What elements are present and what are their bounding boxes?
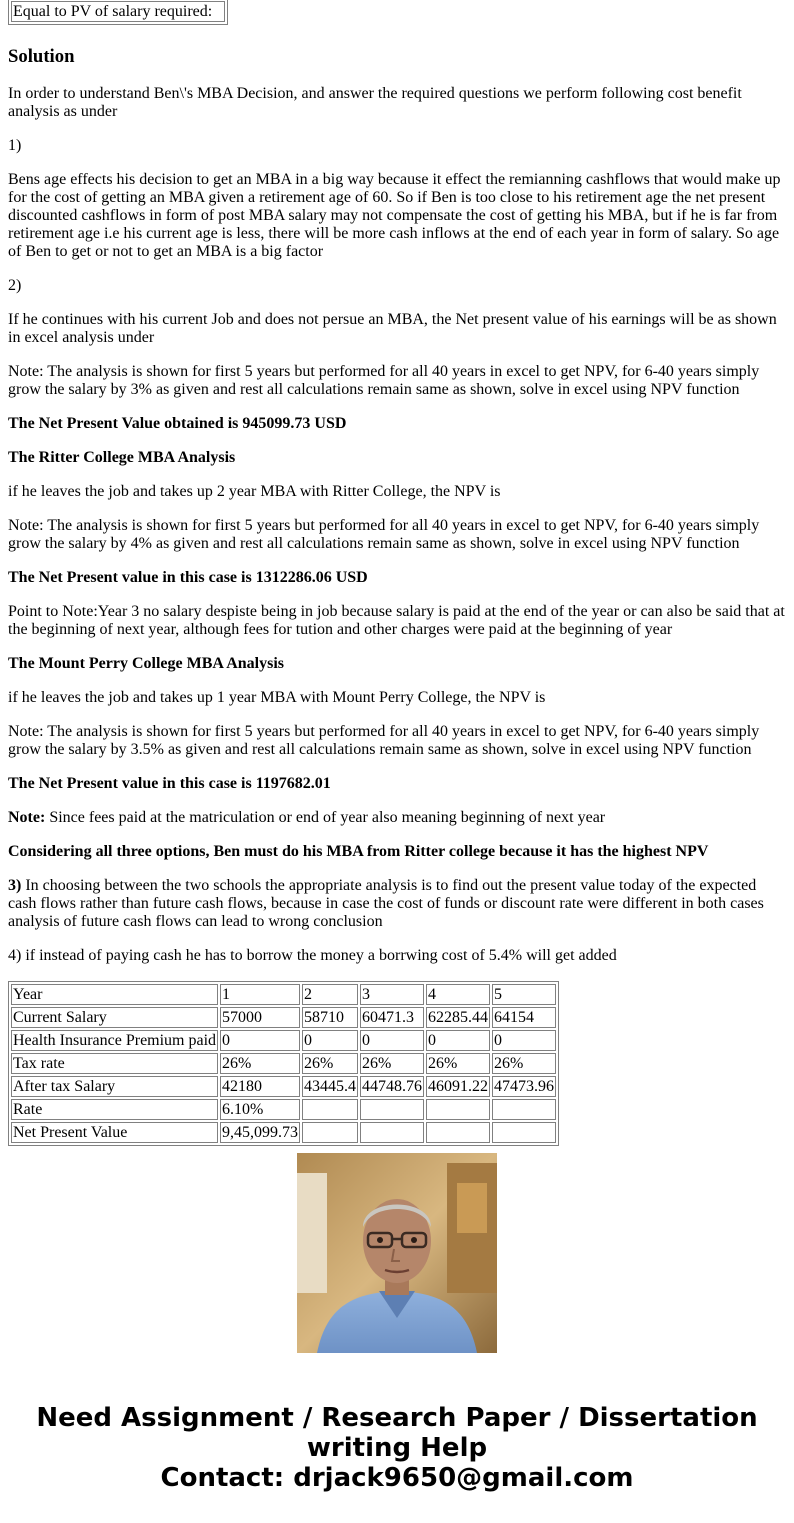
note-current-job: Note: The analysis is shown for first 5 years but performed for all 40 years in excel to get NPV, for 6-40 years simply grow the salary by 3% as given and rest all calculations remain same as shown, solve in excel using NPV function xyxy=(8,363,760,398)
npv-current-job: The Net Present Value obtained is 945099.73 USD xyxy=(8,415,347,432)
table-row xyxy=(11,1,225,22)
contact-footer xyxy=(0,1403,794,1493)
note-perry: Note: The analysis is shown for first 5 years but performed for all 40 years in excel to get NPV, for 6-40 years simply grow the salary by 3.5% as given and rest all calculations remain same as shown, solve in excel using NPV function xyxy=(8,723,760,758)
perry-intro: if he leaves the job and takes up 1 year MBA with Mount Perry College, the NPV is xyxy=(8,689,546,706)
row-label-cell: Net Present Value xyxy=(11,1122,218,1143)
table-cell: 0 xyxy=(302,1030,358,1051)
table-cell: 0 xyxy=(360,1030,424,1051)
table-cell: 26% xyxy=(220,1053,300,1074)
question-3 xyxy=(8,877,788,931)
author-photo xyxy=(297,1153,497,1353)
table-row xyxy=(11,1099,556,1120)
table-cell: 46091.22 xyxy=(428,1078,489,1095)
row-label-cell: Health Insurance Premium paid xyxy=(13,1032,217,1049)
table-cell: 57000 xyxy=(220,1007,300,1028)
row-label-cell: Year xyxy=(11,984,218,1005)
table-cell: 0 xyxy=(492,1030,556,1051)
table-cell: 42180 xyxy=(220,1076,300,1097)
table-cell: 47473.96 xyxy=(494,1078,555,1095)
table-row xyxy=(11,1076,556,1097)
table-cell xyxy=(302,1122,358,1143)
salary-table-body xyxy=(11,984,556,1143)
fees-note-label: Note: xyxy=(8,809,46,826)
note-ritter: Note: The analysis is shown for first 5 years but performed for all 40 years in excel to get NPV, for 6-40 years simply grow the salary by 4% as given and rest all calculations remain same as shown, solve in excel using NPV function xyxy=(8,517,760,552)
question-4: 4) if instead of paying cash he has to borrow the money a borrwing cost of 5.4% will get added xyxy=(8,947,617,964)
pv-salary-table xyxy=(8,0,228,25)
table-cell: 64154 xyxy=(492,1007,556,1028)
table-cell: 1 xyxy=(220,984,300,1005)
table-cell: 9,45,099.73 xyxy=(222,1124,299,1141)
footer-line-1: Need Assignment / Research Paper / Dissertation xyxy=(36,1403,758,1433)
table-cell: Equal to PV of salary required: xyxy=(11,1,225,22)
table-cell xyxy=(426,1122,490,1143)
table-row xyxy=(11,1053,556,1074)
table-cell xyxy=(302,1099,358,1120)
table-cell: 43445.4 xyxy=(304,1078,357,1095)
table-cell: 62285.44 xyxy=(428,1009,489,1026)
row-label-cell: Tax rate xyxy=(11,1053,218,1074)
table-cell: 0 xyxy=(220,1030,300,1051)
table-cell: 6.10% xyxy=(220,1099,300,1120)
question-2-answer: If he continues with his current Job and does not persue an MBA, the Net present value of his earnings will be as shown in excel analysis under xyxy=(8,311,777,346)
table-cell: 0 xyxy=(426,1030,490,1051)
table-cell: 3 xyxy=(360,984,424,1005)
row-label-cell: Rate xyxy=(11,1099,218,1120)
npv-perry: The Net Present value in this case is 1197682.01 xyxy=(8,775,331,792)
table-cell xyxy=(426,1099,490,1120)
table-row xyxy=(11,984,556,1005)
perry-heading: The Mount Perry College MBA Analysis xyxy=(8,655,284,672)
table-row xyxy=(11,1030,556,1051)
table-cell: 4 xyxy=(426,984,490,1005)
table-cell: 26% xyxy=(302,1053,358,1074)
solution-heading: Solution xyxy=(8,46,75,67)
question-1-answer: Bens age effects his decision to get an MBA in a big way because it effect the remianning cashflows that would make up for the cost of getting an MBA given a retirement age of 60. So if Ben is too close to his retirement age the net present discounted cashflows in form of post MBA salary may not compensate the cost of getting his MBA, but if he is far from retirement age i.e his current age is less, there will be more cash inflows at the end of each year in form of salary. So age of Ben to get or not to get an MBA is a big factor xyxy=(8,171,781,260)
table-cell: 26% xyxy=(426,1053,490,1074)
table-cell: 44748.76 xyxy=(362,1078,423,1095)
intro-paragraph: In order to understand Ben\'s MBA Decision, and answer the required questions we perform following cost benefit analysis as under xyxy=(8,85,742,120)
fees-note xyxy=(8,809,788,827)
ritter-heading: The Ritter College MBA Analysis xyxy=(8,449,236,466)
table-cell xyxy=(492,1122,556,1143)
table-cell xyxy=(360,1099,424,1120)
salary-table xyxy=(8,981,559,1146)
table-row xyxy=(11,1007,556,1028)
table-cell: 26% xyxy=(492,1053,556,1074)
ritter-point-to-note: Point to Note:Year 3 no salary despiste being in job because salary is paid at the end of the year or can also be said that at the beginning of next year, although fees for tution and other charges were paid at the beginning of year xyxy=(8,603,785,638)
question-3-label: 3) xyxy=(8,877,22,894)
table-cell xyxy=(492,1099,556,1120)
table-cell: 5 xyxy=(492,984,556,1005)
table-cell: 58710 xyxy=(302,1007,358,1028)
table-cell: 26% xyxy=(360,1053,424,1074)
document-content xyxy=(8,0,788,1141)
row-label-cell: After tax Salary xyxy=(11,1076,218,1097)
author-photo-image xyxy=(297,1153,497,1353)
table-row xyxy=(11,1122,556,1143)
footer-contact: Contact: drjack9650@gmail.com xyxy=(160,1463,634,1493)
question-3-answer: In choosing between the two schools the appropriate analysis is to find out the present value today of the expected cash flows rather than future cash flows, because in case the cost of funds or discount rate were different in both cases analysis of future cash flows can lead to wrong conclusion xyxy=(8,877,764,930)
npv-ritter: The Net Present value in this case is 1312286.06 USD xyxy=(8,569,368,586)
row-label-cell: Current Salary xyxy=(11,1007,218,1028)
footer-line-2: writing Help xyxy=(306,1433,488,1463)
ritter-intro: if he leaves the job and takes up 2 year MBA with Ritter College, the NPV is xyxy=(8,483,501,500)
conclusion: Considering all three options, Ben must do his MBA from Ritter college because it has the highest NPV xyxy=(8,843,709,860)
table-cell: 60471.3 xyxy=(360,1007,424,1028)
fees-note-text: Since fees paid at the matriculation or end of year also meaning beginning of next year xyxy=(45,809,606,826)
table-cell: 2 xyxy=(302,984,358,1005)
question-2-label: 2) xyxy=(8,277,22,294)
question-1-label: 1) xyxy=(8,137,22,154)
table-cell xyxy=(360,1122,424,1143)
